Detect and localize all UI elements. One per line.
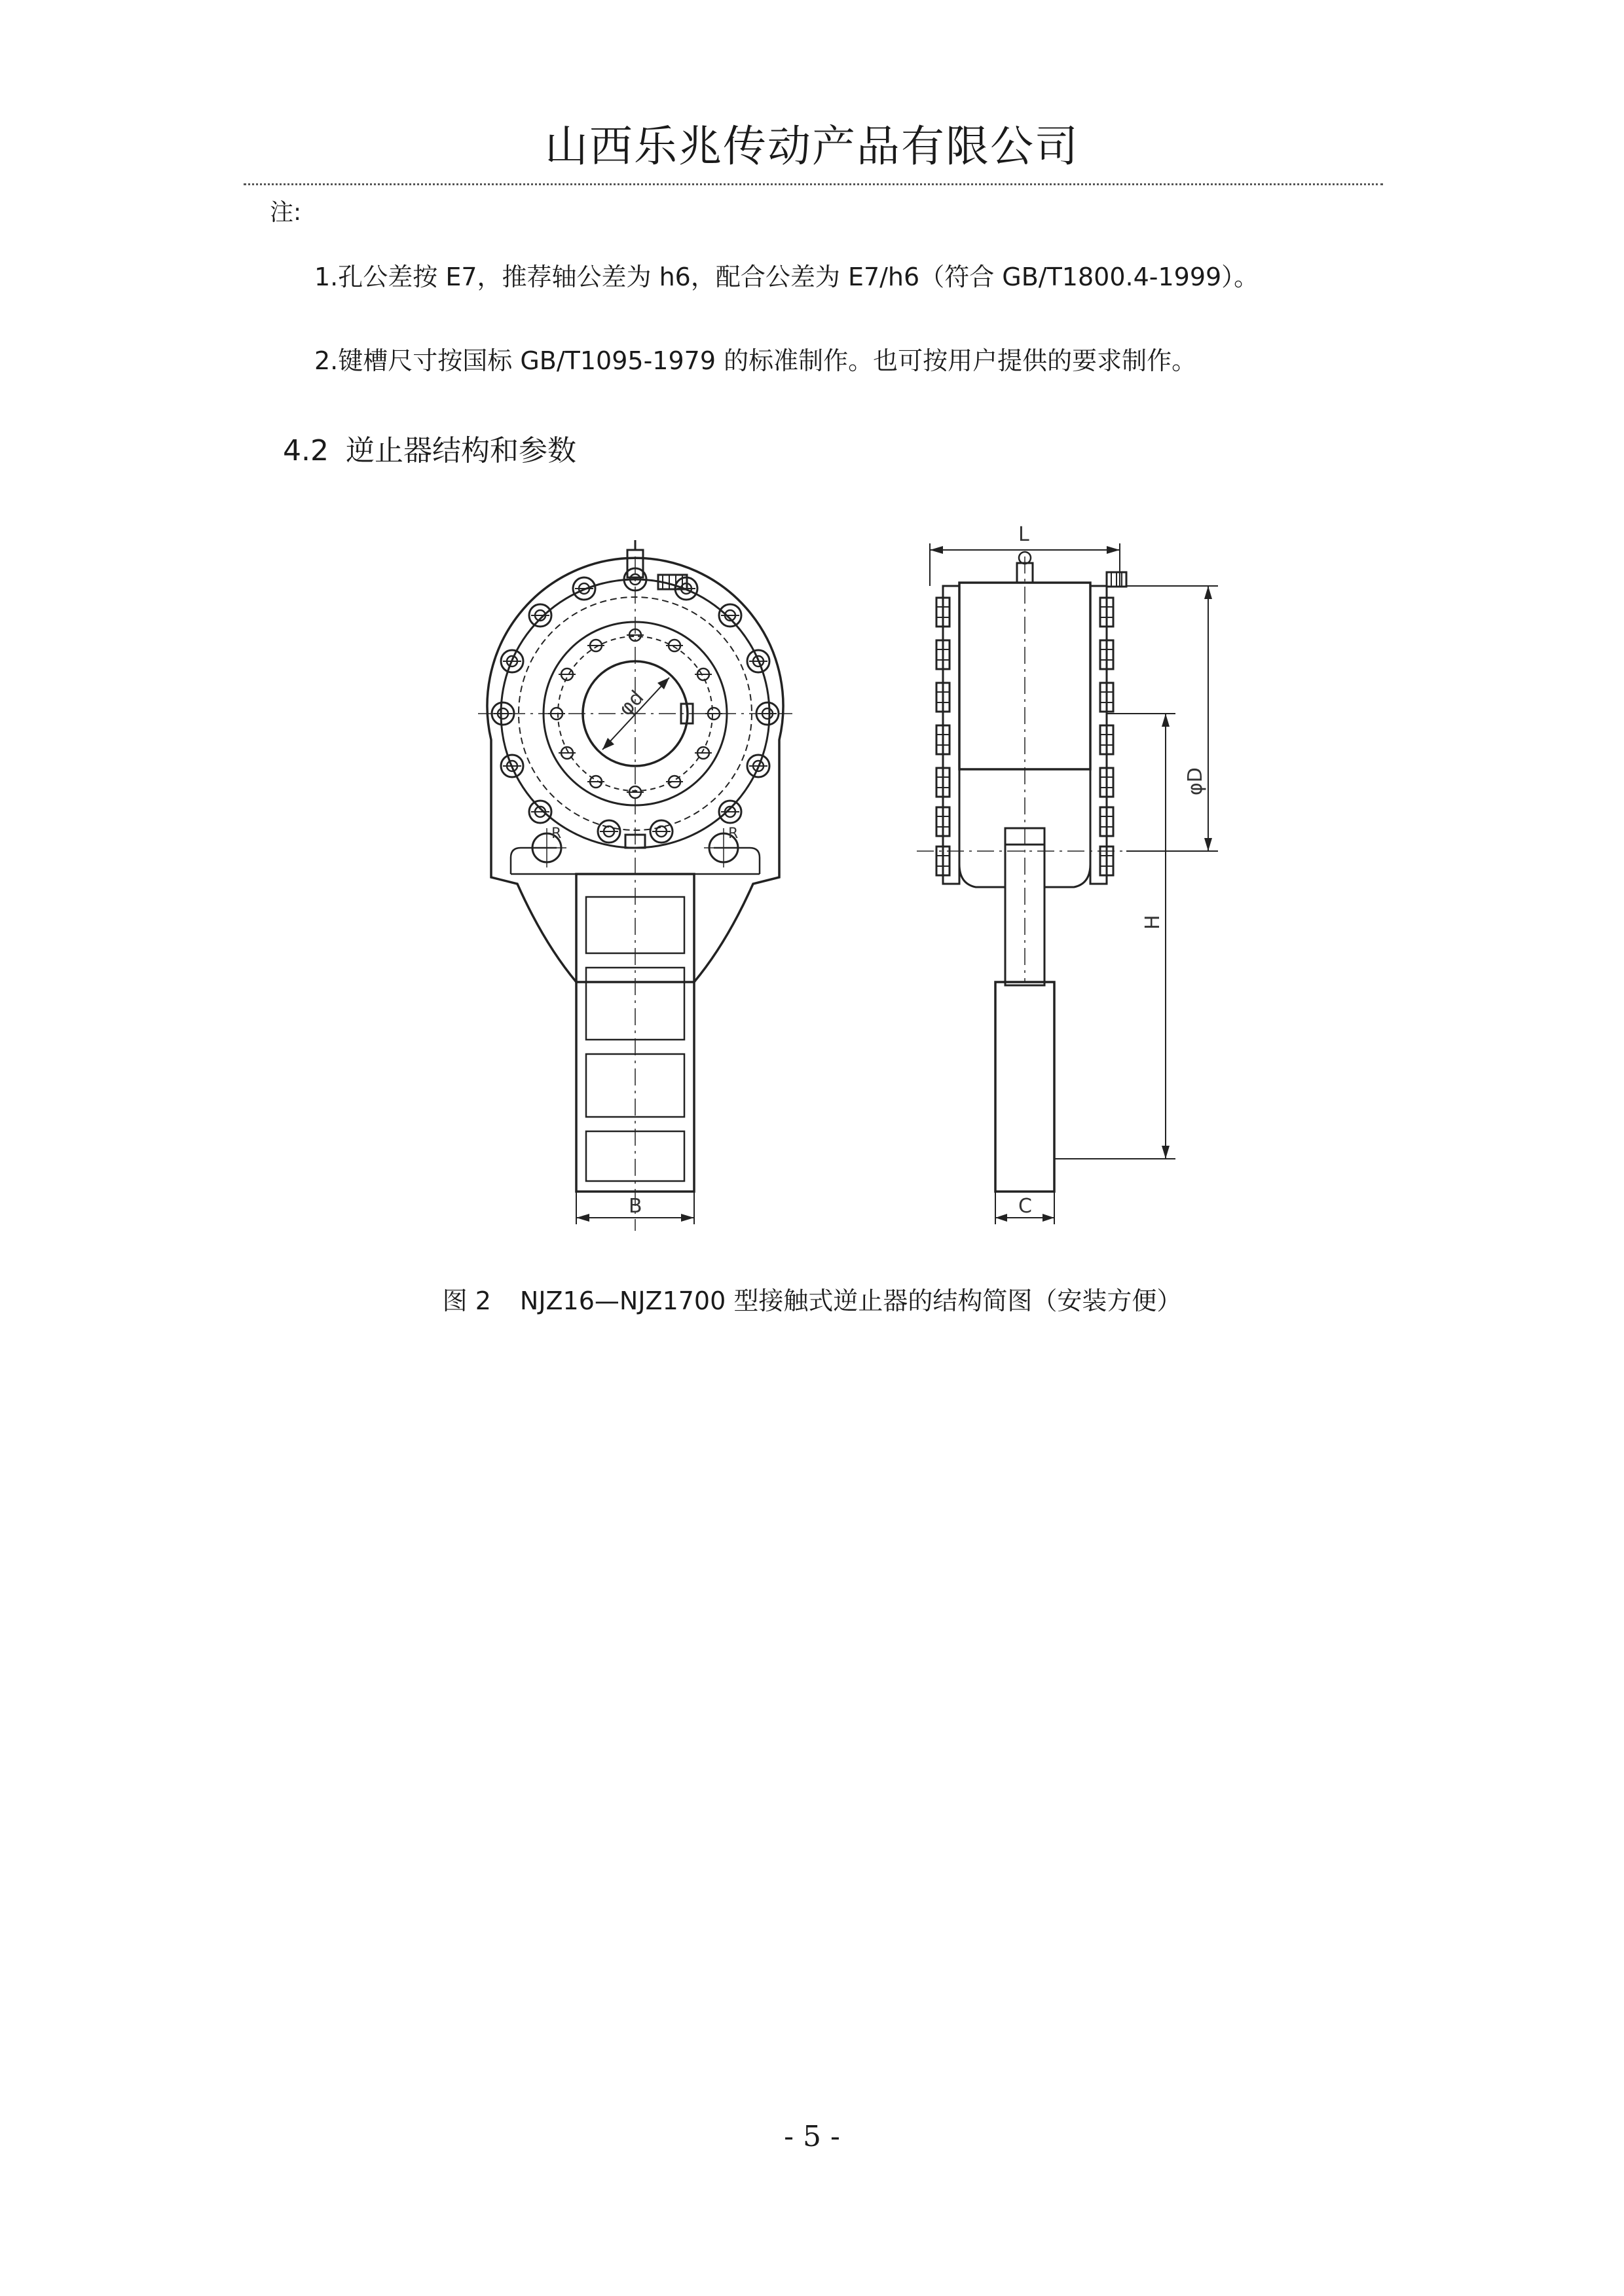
bore-diameter-label: φd bbox=[614, 686, 649, 721]
figure-number: 图 2 bbox=[442, 1286, 491, 1315]
page-number: - 5 - bbox=[784, 2120, 840, 2153]
dim-c-label: C bbox=[1018, 1195, 1032, 1218]
dim-h-label: H bbox=[1141, 915, 1164, 930]
section-title: 逆止器结构和参数 bbox=[345, 434, 576, 467]
dim-b-label: B bbox=[629, 1195, 642, 1218]
section-number: 4.2 bbox=[283, 434, 329, 467]
side-view bbox=[917, 543, 1218, 1224]
hole-r-label-left: R bbox=[551, 826, 562, 842]
dim-d-label: φD bbox=[1184, 767, 1207, 795]
note-item-2: 2.键槽尺寸按国标 GB/T1095-1979 的标准制作。也可按用户提供的要求制作。 bbox=[314, 346, 1197, 375]
note-label: 注: bbox=[270, 199, 302, 226]
hole-r-label-right: R bbox=[728, 826, 739, 842]
figure-caption bbox=[0, 1281, 1624, 1317]
figure-caption-text: NJZ16—NJZ1700 型接触式逆止器的结构简图（安装方便） bbox=[519, 1286, 1182, 1315]
company-header: 山西乐兆传动产品有限公司 bbox=[545, 121, 1079, 172]
dim-l-label: L bbox=[1018, 523, 1029, 546]
note-item-1: 1.孔公差按 E7，推荐轴公差为 h6，配合公差为 E7/h6（符合 GB/T1800.4-1999）。 bbox=[314, 263, 1259, 291]
front-view bbox=[478, 540, 792, 1231]
